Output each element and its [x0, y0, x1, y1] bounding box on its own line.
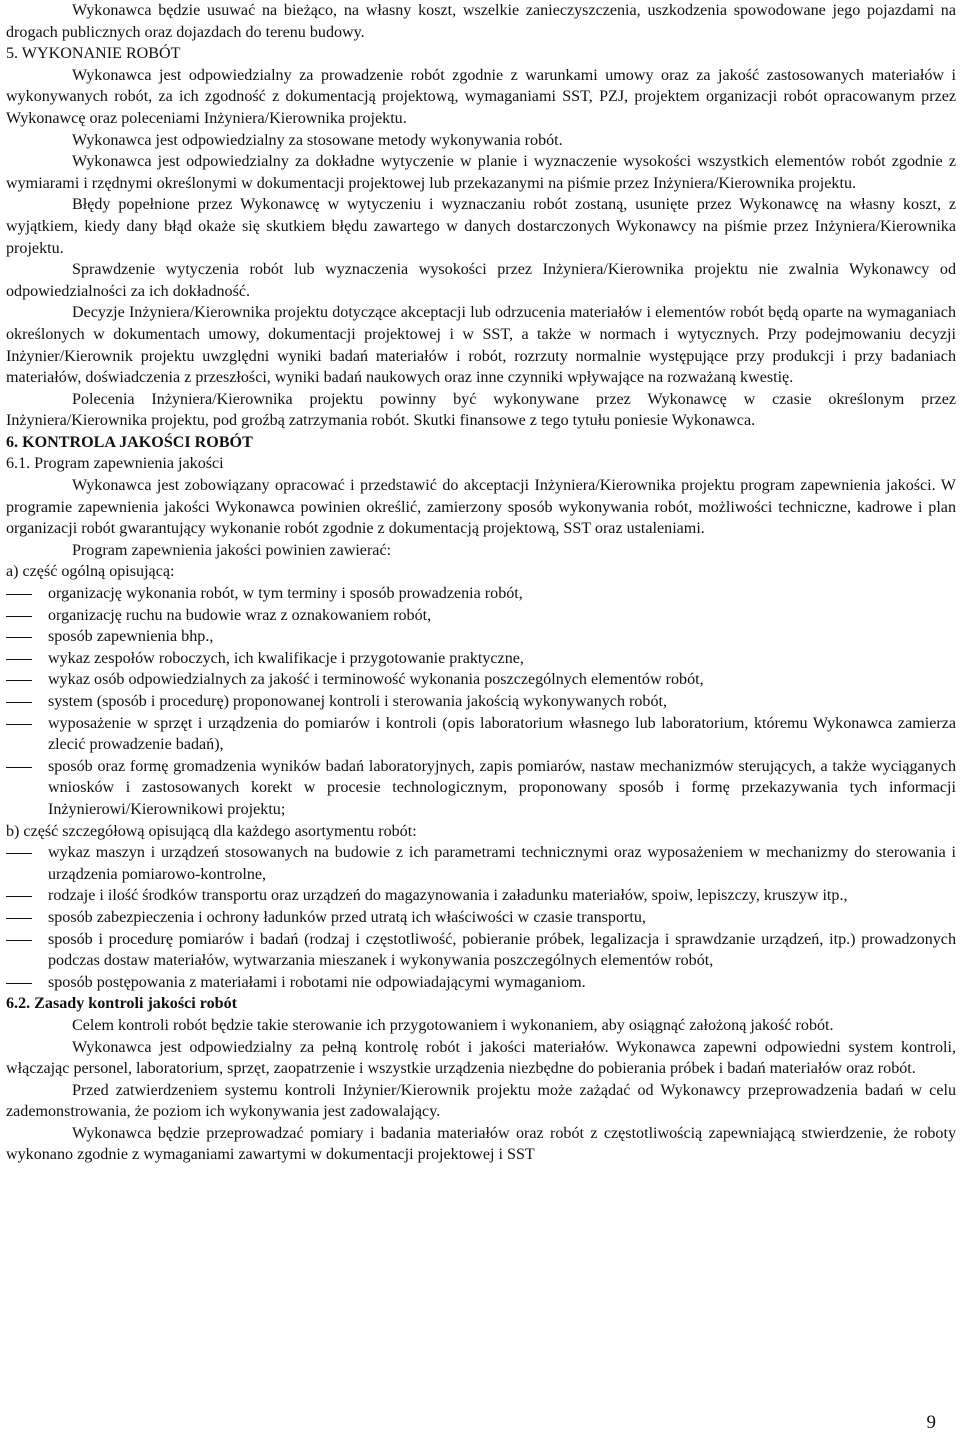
paragraph: Wykonawca będzie przeprowadzać pomiary i badania materiałów oraz robót z częstotliwością zapewniającą stwierdzenie, że roboty wykonano zgodnie z wymaganiami zawartymi w dokumentacji projektowej i SST: [6, 1124, 956, 1164]
list-item: wykaz osób odpowiedzialnych za jakość i terminowość wykonania poszczególnych elementów robót,: [6, 669, 956, 691]
paragraph: Wykonawca jest odpowiedzialny za stosowane metody wykonywania robót.: [72, 131, 563, 149]
list-item: wyposażenie w sprzęt i urządzenia do pomiarów i kontroli (opis laboratorium własnego lub laboratorium, któremu Wykonawca zamierza zlecić prowadzenie badań),: [6, 713, 956, 756]
list-item: wykaz maszyn i urządzeń stosowanych na budowie z ich parametrami technicznymi oraz wyposażeniem w mechanizmy do sterowania i urządzenia pomiarowo-kontrolne,: [6, 842, 956, 885]
list-item: sposób postępowania z materiałami i robotami nie odpowiadającymi wymaganiom.: [6, 972, 956, 994]
list-item: organizację wykonania robót, w tym terminy i sposób prowadzenia robót,: [6, 583, 956, 605]
heading-text: 5. WYKONANIE ROBÓT: [6, 45, 181, 63]
paragraph: Wykonawca jest odpowiedzialny za pełną kontrolę robót i jakości materiałów. Wykonawca zapewni odpowiedni system kontroli, włączając personel, laboratorium, sprzęt, zaopatrzenie i wszystkie urządzenia niezbędne do pobierania próbek i badań materiałów oraz robót.: [6, 1038, 956, 1078]
list-item: sposób zapewnienia bhp.,: [6, 626, 956, 648]
list-item: rodzaje i ilość środków transportu oraz urządzeń do magazynowania i załadunku materiałów, spoiw, lepiszczy, kruszyw itp.,: [6, 885, 956, 907]
section-heading: [6, 43, 956, 65]
list-label: b) część szczegółową opisującą dla każdego asortymentu robót:: [6, 822, 417, 840]
paragraph: Polecenia Inżyniera/Kierownika projektu powinny być wykonywane przez Wykonawcę w czasie określonym przez Inżyniera/Kierownika projektu, pod groźbą zatrzymania robót. Skutki finansowe z tego tytułu poniesie Wykonawca.: [6, 390, 956, 430]
list-item: sposób i procedurę pomiarów i badań (rodzaj i częstotliwość, pobieranie próbek, legalizacja i sprawdzanie urządzeń, itp.) prowadzonych podczas dostaw materiałów, wytwarzania mieszanek i wykonywania poszczególnych elementów robót,: [6, 929, 956, 972]
paragraph: Wykonawca jest odpowiedzialny za prowadzenie robót zgodnie z warunkami umowy oraz za jakość zastosowanych materiałów i wykonywanych robót, za ich zgodność z dokumentacją projektową, wymaganiami SST, PZJ, projektem organizacji robót opracowanym przez Wykonawcę oraz poleceniami Inżyniera/Kierownika projektu.: [6, 66, 956, 127]
paragraph: Błędy popełnione przez Wykonawcę w wytyczeniu i wyznaczaniu robót zostaną, usunięte przez Wykonawcę na własny koszt, z wyjątkiem, kiedy dany błąd okaże się skutkiem błędu zawartego w danych dostarczonych Wykonawcy na piśmie przez Inżyniera/Kierownika projektu.: [6, 196, 956, 257]
paragraph: Wykonawca jest odpowiedzialny za dokładne wytyczenie w planie i wyznaczenie wysokości wszystkich elementów robót zgodnie z wymiarami i rzędnymi określonymi w dokumentacji projektowej lub przekazanymi na piśmie przez Inżyniera/Kierownika projektu.: [6, 153, 956, 192]
paragraph: Wykonawca jest zobowiązany opracować i przedstawić do akceptacji Inżyniera/Kierownika projektu program zapewnienia jakości. W programie zapewnienia jakości Wykonawca powinien określić, zamierzony sposób wykonywania robót, możliwości techniczne, kadrowe i plan organizacji robót gwarantujący wykonanie robót zgodnie z dokumentacją projektową, SST oraz ustaleniami.: [6, 477, 956, 538]
page-number: 9: [926, 1412, 936, 1433]
document-body: [6, 0, 956, 1166]
list-item: wykaz zespołów roboczych, ich kwalifikacje i przygotowanie praktyczne,: [6, 648, 956, 670]
paragraph: Decyzje Inżyniera/Kierownika projektu dotyczące akceptacji lub odrzucenia materiałów i elementów robót będą oparte na wymaganiach określonych w dokumentach umowy, dokumentacji projektowej i w SST, a także w normach i wytycznych. Przy podejmowaniu decyzji Inżynier/Kierownik projektu uwzględni wyniki badań materiałów i robót, rozrzuty normalnie występujące przy produkcji i przy badaniach materiałów, doświadczenia z przeszłości, wyniki badań naukowych oraz inne czynniki wpływające na rozważaną kwestię.: [6, 304, 956, 387]
list-item: sposób oraz formę gromadzenia wyników badań laboratoryjnych, zapis pomiarów, nastaw mechanizmów sterujących, a także wyciąganych wniosków i zastosowanych korekt w procesie technologicznym, proponowany sposób i formę przekazywania tych informacji Inżynierowi/Kierownikowi projektu;: [6, 756, 956, 821]
section-heading: 6. KONTROLA JAKOŚCI ROBÓT: [6, 433, 253, 451]
subsection-heading: 6.1. Program zapewnienia jakości: [6, 455, 224, 473]
list-item: sposób zabezpieczenia i ochrony ładunków przed utratą ich właściwości w czasie transportu,: [6, 907, 956, 929]
subsection-heading: 6.2. Zasady kontroli jakości robót: [6, 995, 238, 1013]
paragraph: Celem kontroli robót będzie takie sterowanie ich przygotowaniem i wykonaniem, aby osiągnąć założoną jakość robót.: [72, 1016, 834, 1034]
list-item: organizację ruchu na budowie wraz z oznakowaniem robót,: [6, 605, 956, 627]
paragraph: Wykonawca będzie usuwać na bieżąco, na własny koszt, wszelkie zanieczyszczenia, uszkodzenia spowodowane jego pojazdami na drogach publicznych oraz dojazdach do terenu budowy.: [6, 2, 956, 41]
paragraph: Program zapewnienia jakości powinien zawierać:: [72, 541, 392, 559]
list-label: a) część ogólną opisującą:: [6, 563, 175, 581]
paragraph: Sprawdzenie wytyczenia robót lub wyznaczenia wysokości przez Inżyniera/Kierownika projektu nie zwalnia Wykonawcy od odpowiedzialności za ich dokładność.: [6, 261, 956, 300]
list-item: system (sposób i procedurę) proponowanej kontroli i sterowania jakością wykonywanych robót,: [6, 691, 956, 713]
paragraph: Przed zatwierdzeniem systemu kontroli Inżynier/Kierownik projektu może zażądać od Wykonawcy przeprowadzenia badań w celu zademonstrowania, że poziom ich wykonywania jest zadowalający.: [6, 1081, 956, 1121]
